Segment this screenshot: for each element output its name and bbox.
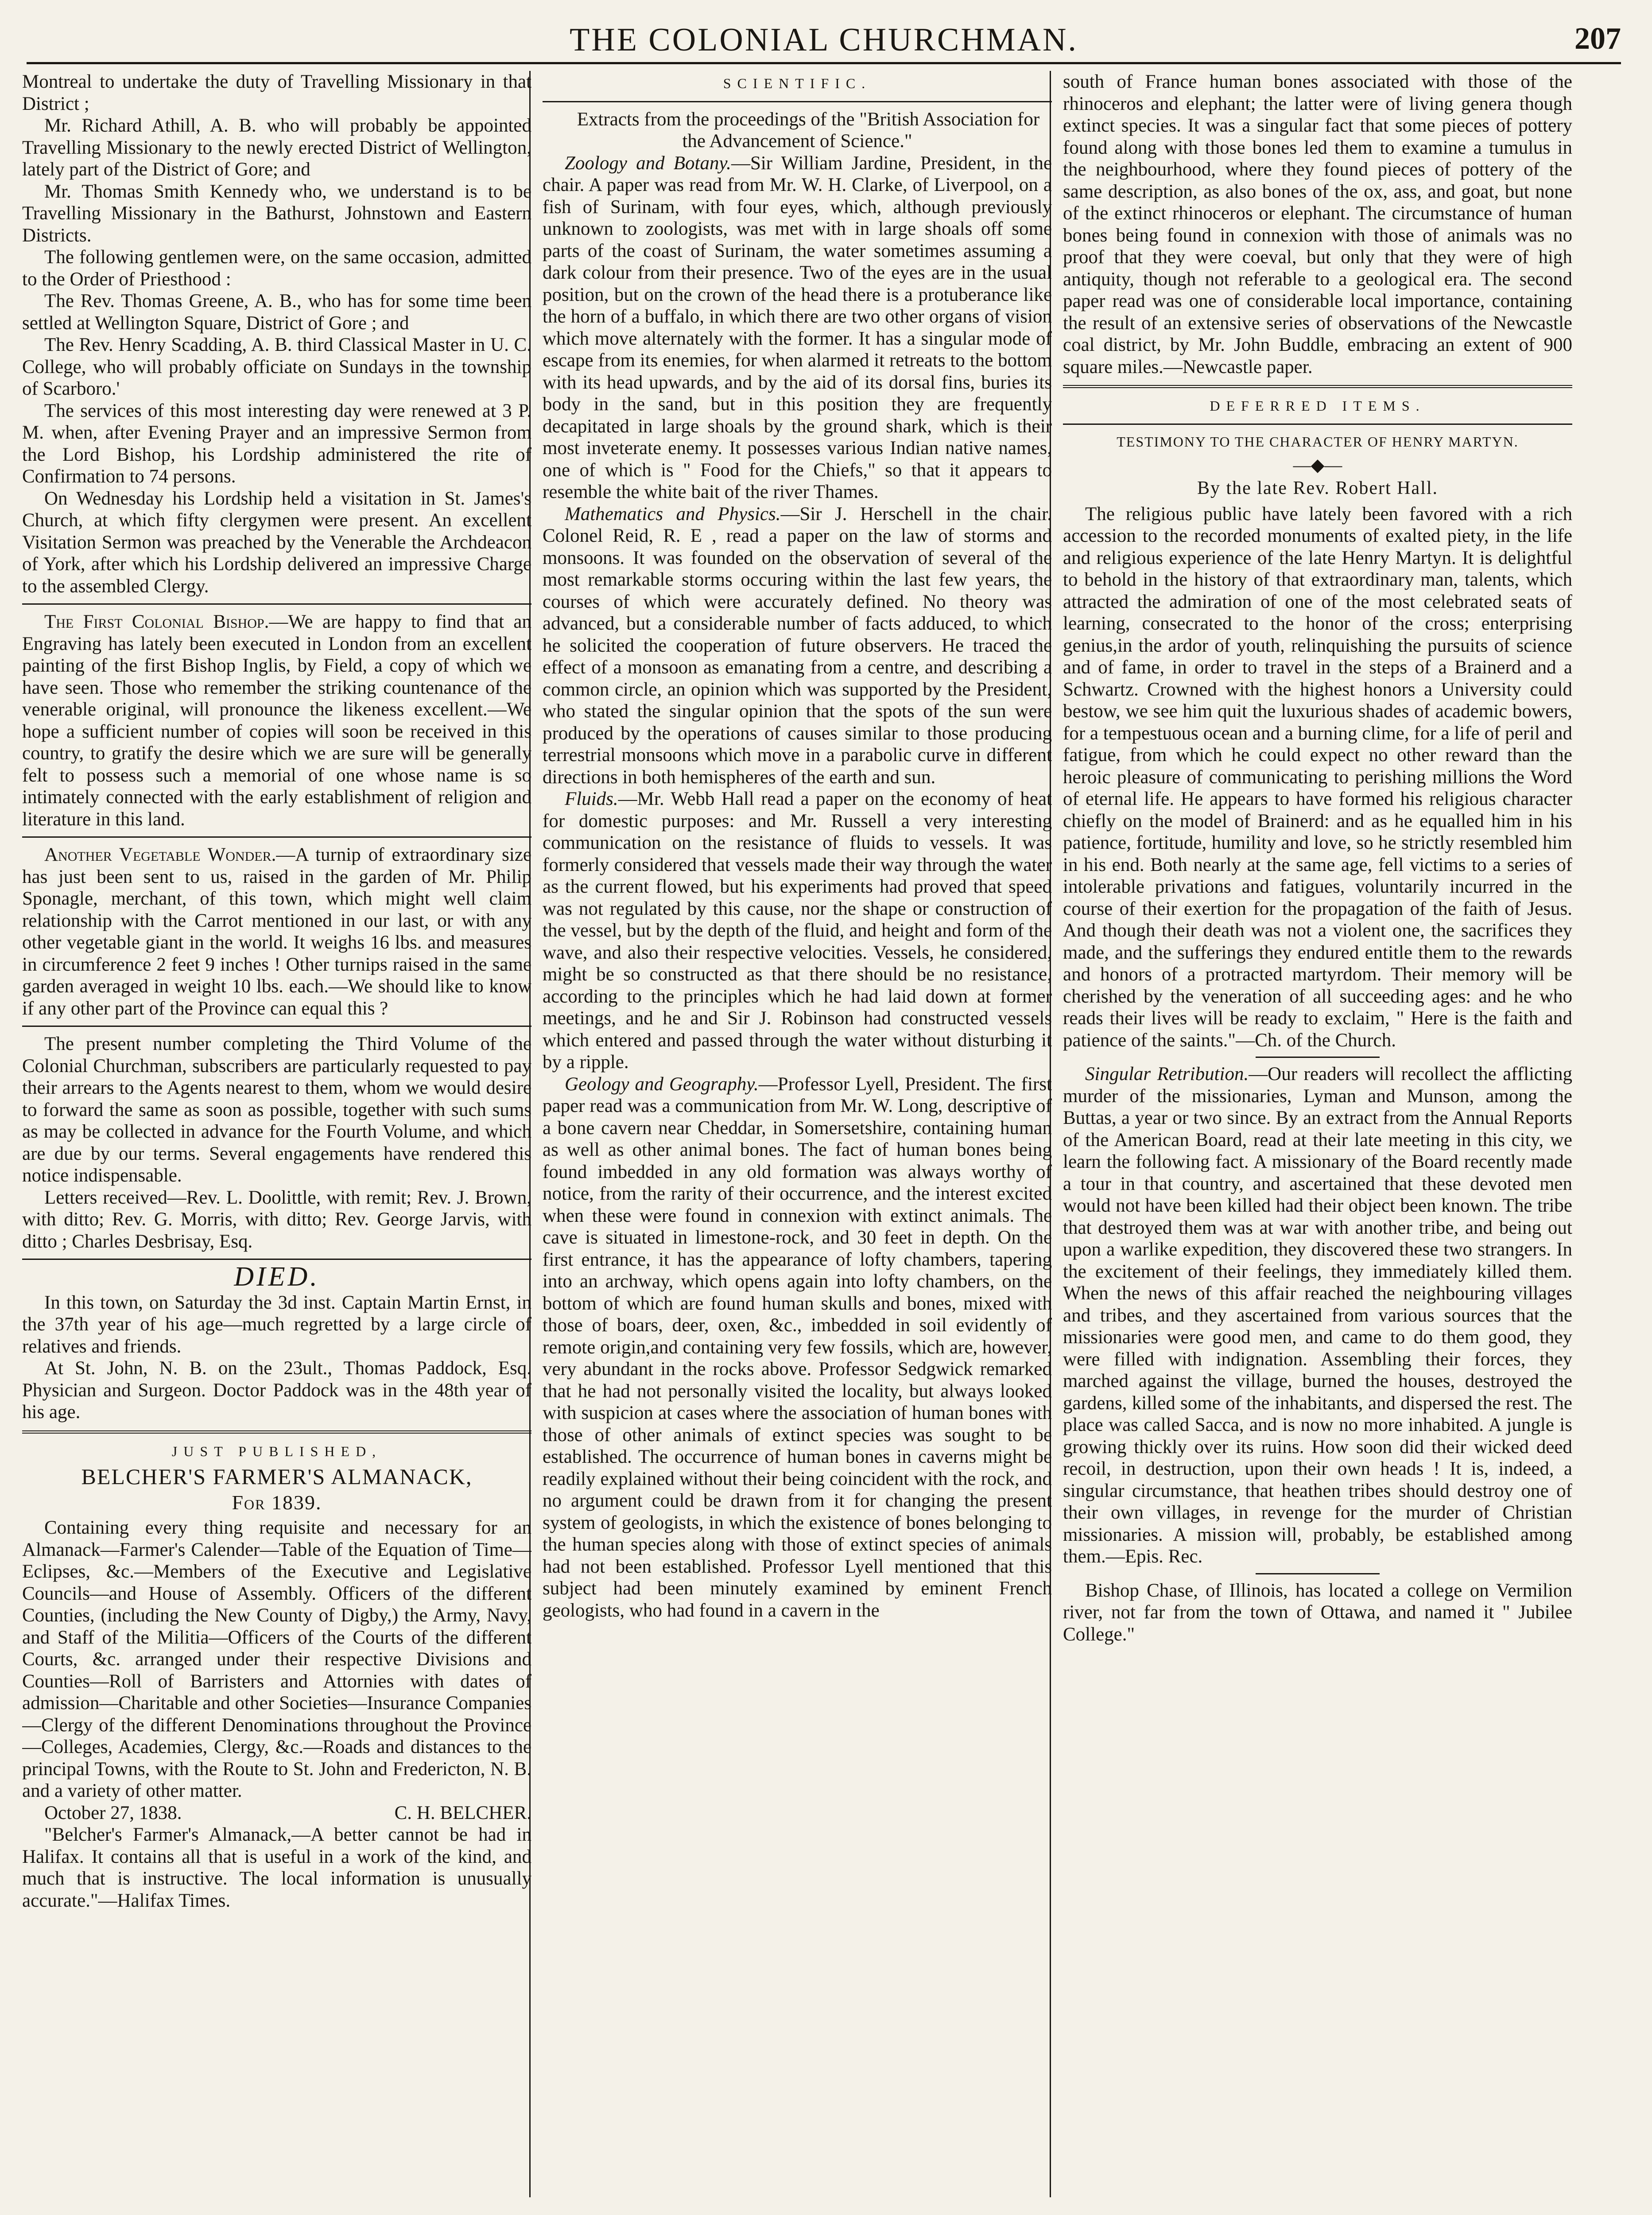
ordination-paragraph: Mr. Thomas Smith Kennedy who, we understand is to be Travelling Missionary in the Bathurst, Johnstown and Eastern Districts. bbox=[22, 181, 531, 246]
almanack-publisher: C. H. BELCHER. bbox=[394, 1802, 531, 1823]
almanack-contents: Containing every thing requisite and necessary for an Almanack—Farmer's Calender—Table of the Equation of Time—Eclipses, &c.—Members of the Executive and Legislative Councils—and House of Assembly. Officers of the different Counties, (including the New County of Digby,) the Army, Navy, and Staff of the Militia—Officers of the Courts of the different Courts, &c. arranged under their respective Divisions and Counties—Roll of Barristers and Attornies with dates of admission—Charitable and other Societies—Insurance Companies—Clergy of the different Denominations throughout the Province—Colleges, Academies, Clergy, &c.—Roads and distances to the principal Towns, with the Route to St. John and Fredericton, N. B. and a variety of other matter. bbox=[22, 1517, 531, 1801]
almanack-title: BELCHER'S FARMER'S ALMANACK, bbox=[81, 1464, 473, 1489]
almanack-signature-line bbox=[22, 1802, 531, 1824]
article-heading: Singular Retribution. bbox=[1085, 1064, 1249, 1084]
visitation-paragraph: On Wednesday his Lordship held a visitation in St. James's Church, at which fifty clergymen were present. An excellent Visitation Sermon was preached by the Venerable the Archdeacon of York, after which his Lordship delivered an impressive Charge to the assembled Clergy. bbox=[22, 488, 531, 597]
fluids-article bbox=[543, 788, 1052, 1073]
obituary: At St. John, N. B. on the 23ult., Thomas Paddock, Esq. Physician and Surgeon. Doctor Paddock was in the 48th year of his age. bbox=[22, 1358, 531, 1422]
chase-notice: Bishop Chase, of Illinois, has located a college on Vermilion river, not far from the town of Ottawa, and named it " Jubilee College." bbox=[1063, 1580, 1572, 1645]
almanack-year: For 1839. bbox=[232, 1491, 322, 1514]
article-heading: Geology and Geography. bbox=[565, 1073, 759, 1095]
died-heading: DIED. bbox=[234, 1262, 320, 1292]
article-heading: Another Vegetable Wonder. bbox=[44, 844, 276, 865]
divider bbox=[1063, 424, 1572, 425]
section-heading-deferred: DEFERRED ITEMS. bbox=[1210, 398, 1426, 414]
column-right bbox=[1063, 71, 1572, 2211]
divider bbox=[22, 836, 531, 838]
almanack-date: October 27, 1838. bbox=[44, 1802, 182, 1823]
divider bbox=[1063, 385, 1572, 388]
article-body: —Professor Lyell, President. The first paper read was a communication from Mr. W. Long, descriptive of a bone cavern near Cheddar, in Somersetshire, containing human as well as other animal bones. The fact of human bones being found imbedded in any old formation was always worthy of notice, from the rarity of their occurrence, and the interest excited when these were found in connexion with extinct animals. The cave is situated in limestone-rock, and 30 feet in depth. On the first entrance, it has the appearance of lofty chambers, tapering into an archway, which opens again into lofty chambers, on the bottom of which are found human skulls and bones, mixed with those of boars, deer, oxen, &c., imbedded in soil evidently of remote origin,and containing very few fossils, which are, however, very abundant in the rocks above. Professor Sedgwick remarked that he had not personally visited the locality, but always looked with suspicion at cases where the association of human bones with those of other animals of extinct species was sought to be established. The occurrence of human bones in caverns might be readily explained without their being coincident with the rock, and no argument could be drawn from it for changing the present system of geologists, in which the existence of bones belonging to the human species along with those of extinct species of animals had not been established. Professor Lyell mentioned that this subject had been minutely examined by eminent French geologists, who had found in a cavern in the bbox=[543, 1073, 1052, 1621]
just-published-label: JUST PUBLISHED, bbox=[171, 1443, 382, 1459]
section-heading-scientific: SCIENTIFIC. bbox=[723, 75, 872, 91]
ordination-paragraph: Mr. Richard Athill, A. B. who will probably be appointed Travelling Missionary to the newly erected District of Wellington, lately part of the District of Gore; and bbox=[22, 115, 531, 180]
ordination-paragraph: Montreal to undertake the duty of Travelling Missionary in that District ; bbox=[22, 71, 531, 114]
column-left bbox=[22, 71, 531, 2211]
article-heading: Zoology and Botany. bbox=[565, 152, 731, 174]
article-body: —Our readers will recollect the afflicting murder of the missionaries, Lyman and Munson, among the Buttas, a year or two since. By an extract from the Annual Reports of the American Board, read at their late meeting in this city, we learn the following fact. A missionary of the Board recently made a tour in that country, and ascertained that these devoted men would not have been killed had their object been known. The tribe that destroyed them was at war with another tribe, and being out upon a warlike expedition, they discovered these two strangers. In the excitement of their feelings, they immediately killed them. When the news of this affair reached the neighbouring villages and tribes, and they ascertained from various sources that the missionaries were good men, and came to do them good, they were filled with indignation. Assembling their forces, they marched against the village, burned the houses, destroyed the gardens, killed some of the inhabitants, and dispersed the rest. The place was called Sacca, and is now no more inhabited. A jungle is growing thickly over its ruins. How soon did their wicked deed recoil, in destruction, upon their own heads ! It is, indeed, a singular circumstance, that heathen tribes should destroy one of their own villages, in revenge for the murder of Christian missionaries. A mission will, probably, be established among them.—Epis. Rec. bbox=[1063, 1064, 1572, 1567]
column-middle bbox=[543, 71, 1052, 2211]
extract-title: Extracts from the proceedings of the "British Association for the Advancement of Science." bbox=[577, 109, 1040, 152]
martyn-article: The religious public have lately been favored with a rich accession to the recorded monuments of exalted piety, in the life and religious experience of the late Henry Martyn. It is delightful to behold in the history of that extraordinary man, talents, which attracted the admiration of one of the most celebrated seats of learning, consecrated to the honor of the cross; enterprising genius,in the ardor of youth, relinquishing the pursuits of science and of fame, in order to travel in the steps of a Brainerd and a Schwartz. Crowned with the highest honors a University could bestow, we see him quit the luxurious shades of academic bowers, for a tempestuous ocean and a burning clime, for a life of peril and fatigue, from which he could expect no other reward than the heroic pleasure of communicating to perishing millions the Word of eternal life. He appears to have formed his religious character chiefly on the model of Brainerd: and as he equalled him in his patience, fortitude, humility and love, so he strictly resembled him in his end. Both nearly at the same age, fell victims to a series of intolerable privations and fatigues, voluntarily incurred in the course of their exertion for the propagation of the faith of Jesus. And though their death was not a violent one, the sacrifices they made, and the sufferings they endured entitle them to the rewards and honors of a protracted martyrdom. Their memory will be cherished by the veneration of all succeeding ages: and he who reads their lives will be ready to exclaim, " Here is the faith and patience of the saints."—Ch. of the Church. bbox=[1063, 503, 1572, 1051]
article-body: —Sir William Jardine, President, in the chair. A paper was read from Mr. W. H. Clarke, of Liverpool, on a fish of Surinam, with four eyes, which, although previously unknown to zoologists, was met with in large shoals off some parts of the coast of Surinam, the water sometimes assuming a dark colour from their presence. Two of the eyes are in the usual position, but on the crown of the head there is a protuberance like the horn of a buffalo, in which there are two other organs of vision which move alternately with the former. It has a singular mode of escape from its enemies, for when alarmed it retreats to the bottom with its head upwards, and by the aid of its dorsal fins, buries its body in the sand, but in this position they are frequently decapitated in large shoals by the ground shark, which is their most inveterate enemy. It possesses various Indian native names, one of which is " Food for the Chiefs," so that it appears to resemble the white bait of the river Thames. bbox=[543, 152, 1052, 502]
divider bbox=[543, 101, 1052, 102]
article-body: —A turnip of extraordinary size has just been sent to us, raised in the garden of Mr. Philip Sponagle, merchant, of this town, which might well claim relationship with the Carrot mentioned in our last, or with any other vegetable giant in the world. It weighs 16 lbs. and measures in circumference 2 feet 9 inches ! Other turnips raised in the same garden averaged in weight 10 lbs. each.—We should like to know if any other part of the Province can equal this ? bbox=[22, 844, 531, 1019]
mathematics-article bbox=[543, 503, 1052, 789]
ordination-paragraph: The following gentlemen were, on the same occasion, admitted to the Order of Priesthood : bbox=[22, 247, 531, 290]
volume-notice: The present number completing the Third Volume of the Colonial Churchman, subscribers are particularly requested to pay their arrears to the Agents nearest to them, whom we would desire to forward the same as soon as possible, together with such sums as may be collected in advance for the Fourth Volume, and which are due by our terms. Several engagements have rendered this notice indispensable. bbox=[22, 1034, 531, 1186]
almanack-review: "Belcher's Farmer's Almanack,—A better cannot be had in Halifax. It contains all that is useful in a work of the kind, and much that is instructive. The local information is unusually accurate."—Halifax Times. bbox=[22, 1824, 531, 1911]
divider bbox=[22, 1026, 531, 1027]
ordination-paragraph: The Rev. Thomas Greene, A. B., who has for some time been settled at Wellington Square, District of Gore ; and bbox=[22, 291, 531, 334]
geology-continuation: south of France human bones associated with those of the rhinoceros and elephant; the latter were of living genera though extinct species. It was a singular fact that some pieces of pottery found along with those bones led them to examine a tumulus in the neighbourhood, where they found pieces of pottery of the same description, as also bones of the ox, ass, and goat, but none of the extinct rhinoceros or elephant. The circumstance of human bones being found in connexion with those of animals was no proof that they were coeval, but only that they were of high antiquity, though not referable to a geological era. The second paper read was one of considerable local importance, containing the result of an extensive series of observations of the Newcastle coal district, by Mr. John Buddle, embracing an extent of 900 square miles.—Newcastle paper. bbox=[1063, 71, 1572, 377]
ordination-paragraph: The services of this most interesting day were renewed at 3 P. M. when, after Evening Prayer and an impressive Sermon from the Lord Bishop, his Lordship administered the rite of Confirmation to 74 persons. bbox=[22, 400, 531, 487]
divider bbox=[22, 1430, 531, 1434]
divider bbox=[22, 1259, 531, 1260]
zoology-article bbox=[543, 152, 1052, 503]
article-body: —We are happy to find that an Engraving has lately been executed in London from an excellent painting of the first Bishop Inglis, by Field, a copy of which we have seen. Those who remember the striking countenance of the venerable original, will pronounce the likeness excellent.—We hope a sufficient number of copies will soon be received in this country, to gratify the desire which we are sure will be generally felt to possess such a memorial of one whose name is so intimately connected with the early establishment of religion and literature in this land. bbox=[22, 611, 531, 830]
article-heading: Fluids. bbox=[565, 789, 618, 809]
masthead bbox=[27, 18, 1621, 64]
article-body: —Sir J. Herschell in the chair. Colonel Reid, R. E , read a paper on the law of storms and monsoons. It was founded on the observation of several of the most remarkable storms occuring within the last few years, the courses of which were accurately defined. No theory was advanced, but a considerable number of facts adduced, to which he solicited the cooperation of future observers. He traced the effect of a monsoon as emanating from a centre, and describing a common circle, an opinion which was supported by the President, who stated the singular opinion that the spots of the sun were produced by the operations of causes similar to those producing terrestrial monsoons which move in a parabolic curve in different directions in both hemispheres of the earth and sun. bbox=[543, 503, 1052, 788]
ordination-paragraph: The Rev. Henry Scadding, A. B. third Classical Master in U. C. College, who will probably officiate on Sundays in the township of Scarboro.' bbox=[22, 334, 531, 399]
obituary: In this town, on Saturday the 3d inst. Captain Martin Ernst, in the 37th year of his age—much regretted by a large circle of relatives and friends. bbox=[22, 1292, 531, 1357]
letters-received: Letters received—Rev. L. Doolittle, with remit; Rev. J. Brown, with ditto; Rev. G. Morris, with ditto; Rev. George Jarvis, with ditto ; Charles Desbrisay, Esq. bbox=[22, 1187, 531, 1252]
article-heading: The First Colonial Bishop. bbox=[44, 611, 269, 632]
bishop-article bbox=[22, 611, 531, 830]
divider bbox=[22, 603, 531, 605]
page-number: 207 bbox=[1574, 22, 1621, 56]
divider bbox=[1256, 1573, 1380, 1574]
byline: By the late Rev. Robert Hall. bbox=[1197, 478, 1438, 498]
divider bbox=[1256, 1057, 1380, 1058]
geology-article bbox=[543, 1073, 1052, 1622]
newspaper-title: THE COLONIAL CHURCHMAN. bbox=[570, 22, 1078, 58]
article-heading: Mathematics and Physics. bbox=[565, 503, 781, 525]
vegetable-article bbox=[22, 844, 531, 1019]
retribution-article bbox=[1063, 1063, 1572, 1568]
article-body: —Mr. Webb Hall read a paper on the economy of heat for domestic purposes: and Mr. Russell a very interesting communication on the resistance of fluids to vessels. It was formerly considered that vessels made their way through the water as the current flowed, but his experiments had proved that speed was not regulated by this cause, nor the shape or construction of the vessel, but by the depth of the fluid, and height and form of the wave, and also their respective velocities. Vessels, he considered, might be so constructed as that there should be no resistance, according to the principles which he had laid down at former meetings, and he and Sir J. Robinson had constructed vessels which entered and passed through the water without disturbing it by a ripple. bbox=[543, 789, 1052, 1073]
ornament-rule-icon: —◆— bbox=[1293, 455, 1342, 475]
testimony-heading: TESTIMONY TO THE CHARACTER OF HENRY MARTYN. bbox=[1117, 433, 1519, 450]
